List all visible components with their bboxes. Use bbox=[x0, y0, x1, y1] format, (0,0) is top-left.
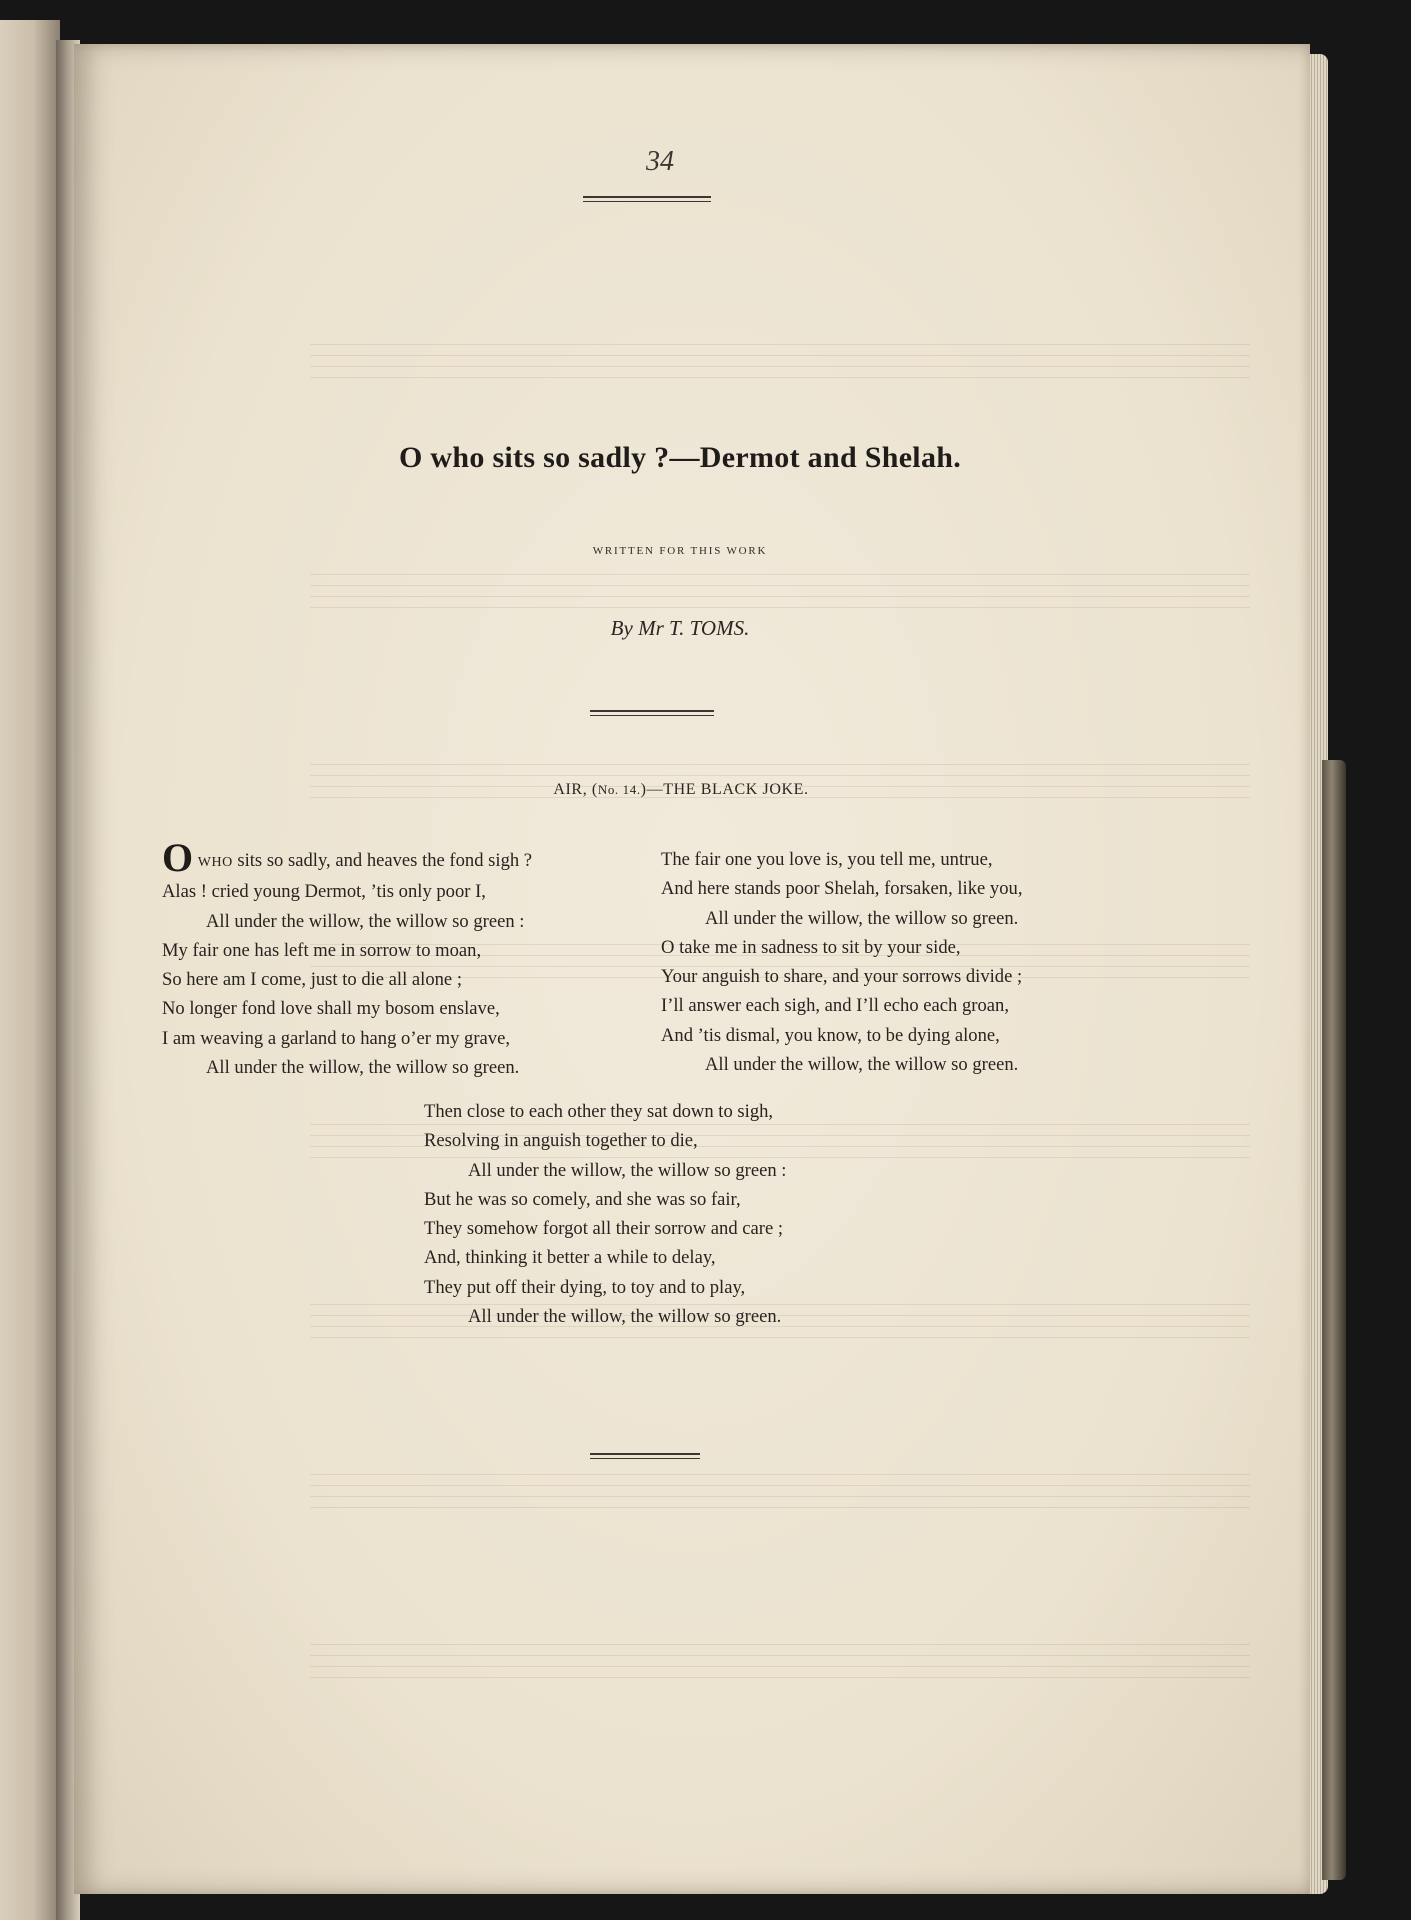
verse-third-stanza bbox=[424, 1097, 786, 1331]
verse-line: And here stands poor Shelah, forsaken, like you, bbox=[661, 878, 1023, 900]
verse-line-refrain: All under the willow, the willow so green. bbox=[468, 1306, 782, 1328]
song-title: O who sits so sadly ?—Dermot and Shelah. bbox=[398, 441, 962, 474]
book-cover-edge bbox=[1322, 760, 1346, 1880]
first-word: WHO bbox=[197, 855, 233, 870]
verse-line: Alas ! cried young Dermot, ’tis only poor I, bbox=[162, 881, 486, 903]
header-rule bbox=[583, 196, 711, 198]
verse-second-stanza bbox=[661, 845, 1022, 1079]
verse-line: O take me in sadness to sit by your side, bbox=[661, 936, 961, 958]
verse-line: But he was so comely, and she was so fair, bbox=[424, 1188, 741, 1210]
closing-rule bbox=[590, 1453, 700, 1455]
verse-line: They somehow forgot all their sorrow and care ; bbox=[424, 1218, 784, 1240]
verse-line: And, thinking it better a while to delay, bbox=[424, 1247, 716, 1269]
verse-line: They put off their dying, to toy and to play, bbox=[424, 1276, 746, 1298]
air-label: AIR, ( bbox=[553, 781, 598, 798]
verse-line-refrain: All under the willow, the willow so green. bbox=[705, 1054, 1019, 1076]
verse-line-refrain: All under the willow, the willow so green : bbox=[468, 1159, 787, 1181]
subtitle: WRITTEN FOR THIS WORK bbox=[592, 545, 768, 557]
verse-line: My fair one has left me in sorrow to moan, bbox=[162, 939, 482, 961]
author-rule bbox=[590, 710, 714, 712]
drop-cap: O bbox=[162, 835, 194, 880]
verse-line: I’ll answer each sigh, and I’ll echo each groan, bbox=[661, 995, 1009, 1017]
page-number: 34 bbox=[646, 146, 674, 177]
verse-line: Your anguish to share, and your sorrows divide ; bbox=[661, 966, 1023, 988]
verse-line: So here am I come, just to die all alone ; bbox=[162, 969, 462, 991]
air-name: )—THE BLACK JOKE. bbox=[640, 781, 809, 798]
verse-line-refrain: All under the willow, the willow so green. bbox=[206, 1057, 520, 1079]
air-number: No. 14. bbox=[597, 782, 641, 797]
air-heading bbox=[400, 781, 962, 799]
verse-line-refrain: All under the willow, the willow so green : bbox=[206, 910, 525, 932]
left-page-edge bbox=[0, 20, 60, 1920]
verse-line: No longer fond love shall my bosom enslave, bbox=[162, 998, 500, 1020]
verse-line: I am weaving a garland to hang o’er my grave, bbox=[162, 1027, 510, 1049]
verse-line: Resolving in anguish together to die, bbox=[424, 1130, 698, 1152]
verse-line: The fair one you love is, you tell me, untrue, bbox=[661, 849, 993, 870]
verse-line: Then close to each other they sat down to sigh, bbox=[424, 1101, 774, 1122]
verse-line: And ’tis dismal, you know, to be dying alone, bbox=[661, 1024, 1000, 1046]
verse-first-stanza bbox=[162, 835, 533, 1082]
verse-line-refrain: All under the willow, the willow so green. bbox=[705, 907, 1019, 929]
verse-line: O WHO sits so sadly, and heaves the fond sigh ? bbox=[162, 835, 533, 880]
author-credit: By Mr T. TOMS. bbox=[610, 616, 750, 640]
